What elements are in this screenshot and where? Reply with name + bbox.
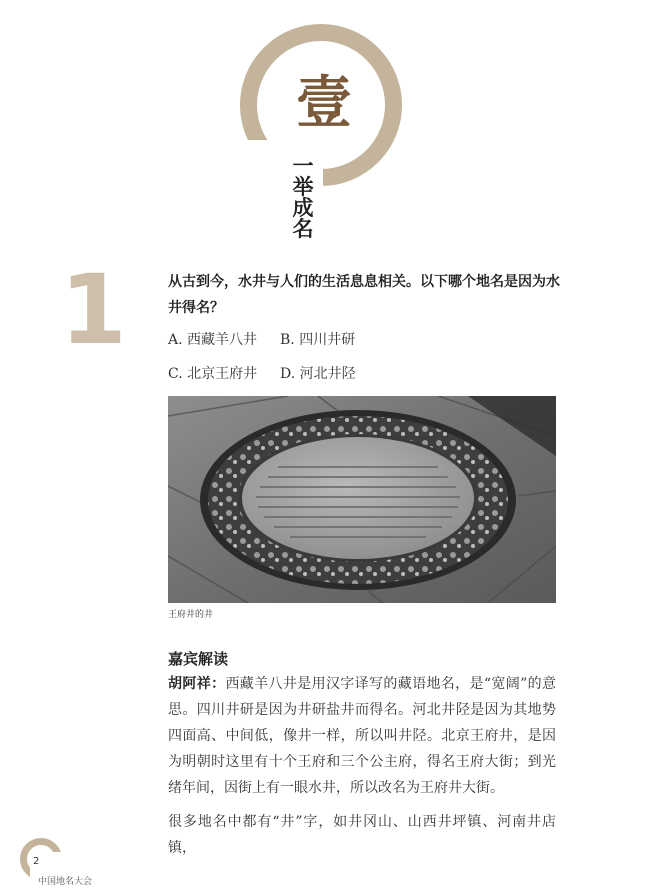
options-row [168, 322, 392, 356]
option-b: B. 四川井研 [280, 332, 356, 348]
option-d: D. 河北井陉 [280, 366, 356, 382]
page-number: 2 [33, 856, 40, 867]
well-cover-photo [168, 396, 556, 603]
photo-caption: 王府井的井 [168, 610, 214, 620]
speaker-name: 胡阿祥： [168, 676, 226, 692]
question-number: 1 [60, 254, 127, 366]
answer-options [168, 322, 392, 390]
paragraph-1-text: 西藏羊八井是用汉字译写的藏语地名，是“宽阔”的意思。四川井研是因为井研盐井而得名。河北井陉是因为其地势四面高、中间低，像井一样，所以叫井陉。北京王府井，是因为明朝时这里有十个王府和三个公主府，得名王府大街；到光绪年间，因街上有一眼水井，所以改名为王府井大街。 [168, 676, 556, 796]
guest-reading-body [168, 671, 556, 861]
book-title: 中国地名大会 [38, 877, 93, 887]
question-text: 从古到今，水井与人们的生活息息相关。以下哪个地名是因为水井得名？ [168, 274, 560, 316]
option-a: A. 西藏羊八井 [168, 332, 258, 348]
section-heading: 嘉宾解读 [168, 650, 229, 668]
paragraph-2: 很多地名中都有“井”字，如井冈山、山西井坪镇、河南井店镇， [168, 814, 556, 856]
options-row [168, 356, 392, 390]
chapter-numeral: 壹 [296, 70, 352, 136]
chapter-title: 一 举 成 名 [292, 153, 314, 241]
option-c: C. 北京王府井 [168, 366, 258, 382]
paragraph-1 [168, 671, 556, 801]
